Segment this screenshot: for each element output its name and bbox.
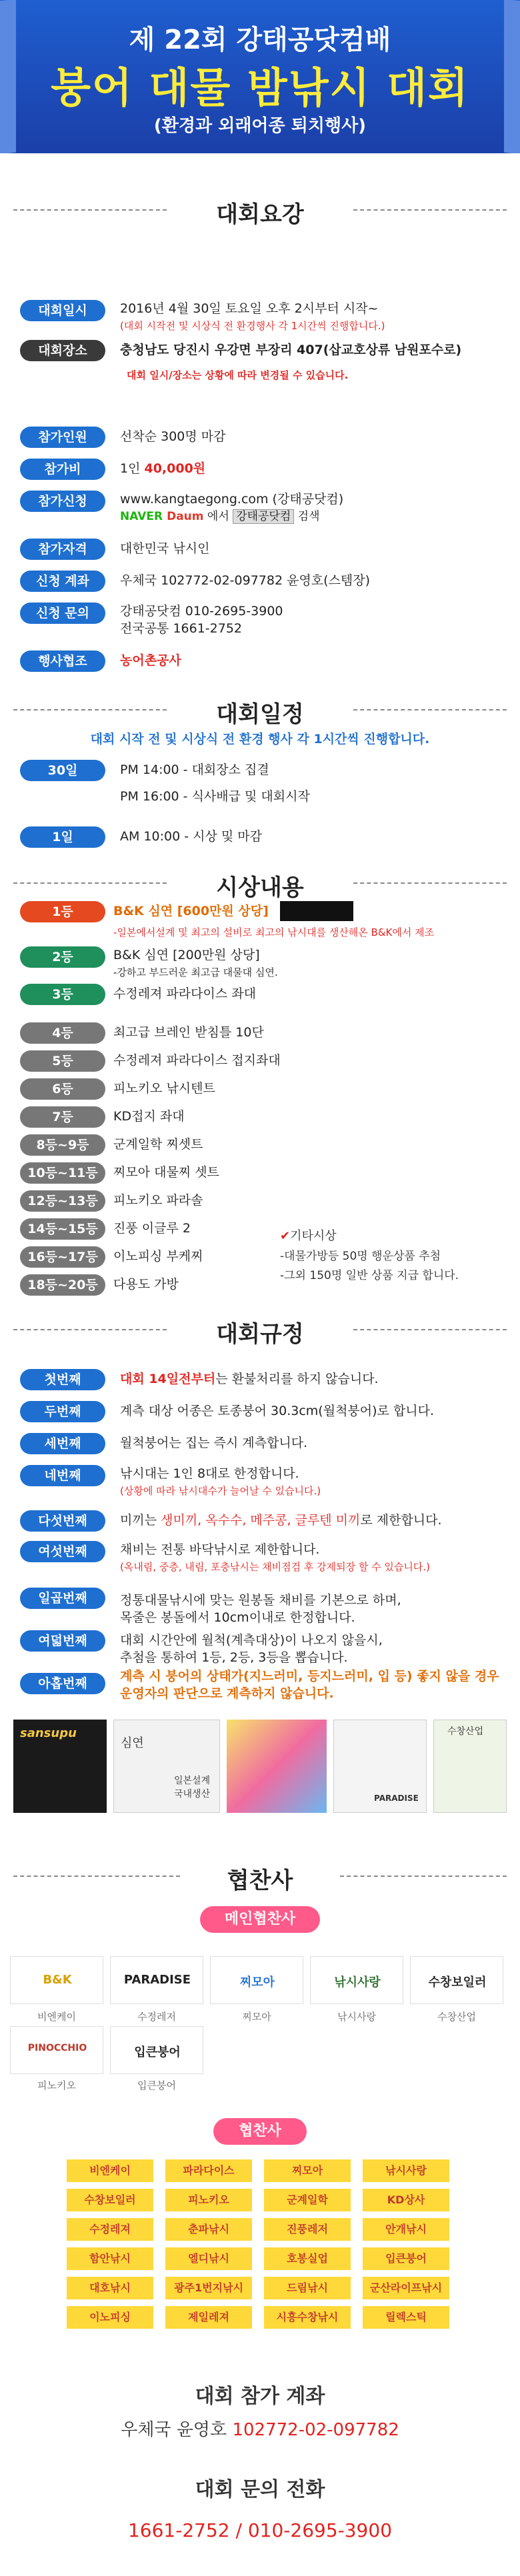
search-mid: 에서 (203, 510, 233, 523)
product-gallery (13, 1720, 507, 1813)
prizes-title: 시상내용 (216, 874, 304, 901)
co-sponsor-cell: 대호낚시 (67, 2277, 153, 2299)
co-sponsor-cell: 엘디낚시 (165, 2247, 252, 2270)
naver-logo: NAVER (120, 510, 163, 523)
prize-16: 이노피싱 부케찌 (113, 1249, 203, 1264)
account-title: 대회 참가 계좌 (195, 2385, 325, 2408)
pill-rule-6: 여섯번째 (20, 1541, 105, 1562)
cap-bk: 비엔케이 (37, 2011, 76, 2023)
rule-9-text: 계측 시 붕어의 상태가(지느러미, 등지느러미, 입 등) 좋지 않을 경우 (120, 1669, 499, 1684)
cap-ipkeun: 입큰붕어 (137, 2079, 176, 2091)
co-sponsor-cell: 비엔케이 (67, 2159, 153, 2182)
phone-title: 대회 문의 전화 (195, 2478, 325, 2501)
rule-7-text2: 목줄은 봉돌에서 10cm이내로 한정합니다. (120, 1610, 355, 1625)
co-sponsor-cell: 제일레져 (165, 2306, 252, 2329)
rule-8-text2: 추첨을 통하여 1등, 2등, 3등을 뽑습니다. (120, 1650, 348, 1665)
pill-rule-9: 아홉번째 (20, 1673, 105, 1694)
co-sponsor-cell: 수정레져 (67, 2218, 153, 2241)
cap-naksisarang: 낚시사랑 (337, 2011, 376, 2023)
pill-rank-5: 5등 (20, 1050, 105, 1072)
people-value: 선착순 300명 마감 (120, 429, 226, 444)
pill-rank-7: 7등 (20, 1106, 105, 1128)
phone-number: 1661-2752 / 010-2695-3900 (127, 2519, 393, 2541)
prize-1: B&K 심연 [600만원 상당] (113, 904, 269, 918)
co-sponsors-grid (67, 2159, 453, 2339)
coop-value: 농어촌공사 (120, 653, 181, 668)
pill-rule-8: 여덟번째 (20, 1630, 105, 1652)
pill-fee: 참가비 (20, 459, 105, 480)
day1-line1: PM 14:00 - 대회장소 집결 (120, 762, 269, 777)
pill-rule-5: 다섯번째 (20, 1510, 105, 1532)
paradise-label: PARADISE (374, 1794, 419, 1803)
logo-ipkeun (110, 2026, 203, 2074)
co-sponsor-cell: 릴렉스틱 (363, 2306, 449, 2329)
co-sponsor-cell: 입큰붕어 (363, 2247, 449, 2270)
chair-image (433, 1720, 507, 1813)
rule-1-text: 는 환불처리를 하지 않습니다. (215, 1372, 379, 1386)
co-sponsor-cell: 시흥수창낚시 (264, 2306, 351, 2329)
rule-4-note: (상황에 따라 낚시대수가 늘어날 수 있습니다.) (120, 1485, 321, 1497)
pill-apply: 참가신청 (20, 491, 105, 512)
simyeon-note1: 일본설계 (174, 1776, 211, 1786)
co-sponsor-cell: 군계일학 (264, 2189, 351, 2211)
outline-heading (0, 193, 520, 227)
prize-3: 수정레져 파라다이스 좌대 (113, 986, 256, 1001)
prize-10: 찌모아 대물찌 셋트 (113, 1165, 219, 1180)
pill-rule-3: 세번째 (20, 1433, 105, 1454)
prize-4: 최고급 브레인 받침틀 10단 (113, 1025, 264, 1040)
pill-place: 대회장소 (20, 340, 105, 361)
prize-2-note: -강하고 부드러운 최고급 대물대 심연. (113, 966, 278, 978)
pill-rule-7: 일곱번째 (20, 1588, 105, 1609)
rule-8-text: 대회 시간안에 월척(계측대상)이 나오지 않을시, (120, 1633, 383, 1648)
rule-5-text: 로 제한합니다. (360, 1513, 442, 1528)
logo-paradise (110, 1956, 203, 2004)
co-sponsor-cell: 피노키오 (165, 2189, 252, 2211)
rule-4-text: 낚시대는 1인 8대로 한정합니다. (120, 1466, 299, 1481)
prize-6: 피노키오 낚시텐트 (113, 1081, 215, 1096)
rule-5-red: 생미끼, 옥수수, 메주콩, 글루텐 미끼 (161, 1513, 361, 1528)
cap-jjimoa: 찌모아 (242, 2011, 271, 2023)
logo-bk (10, 1956, 103, 2004)
co-sponsor-cell: 드림낚시 (264, 2277, 351, 2299)
date-value: 2016년 4월 30일 토요일 오후 2시부터 시작~ (120, 301, 379, 316)
pill-day1: 30일 (20, 760, 105, 781)
prize-7: KD접지 좌대 (113, 1109, 185, 1124)
cap-pinocchio: 피노키오 (37, 2079, 76, 2091)
pill-rank-1: 1등 (20, 901, 105, 922)
co-sponsor-cell: 진풍레저 (264, 2218, 351, 2241)
place-value: 충청남도 당진시 우강면 부장리 407(삽교호상류 남원포수로) (120, 343, 462, 357)
prizes-heading (0, 866, 520, 900)
pill-rule-1: 첫번째 (20, 1369, 105, 1390)
search-end: 검색 (294, 510, 320, 523)
simyeon-note2: 국내생산 (174, 1789, 211, 1800)
simyeon-image (113, 1720, 220, 1813)
schedule-heading (0, 693, 520, 726)
extra-line1: -대물가방등 50명 행운상품 추첨 (280, 1250, 441, 1263)
day2-line1: AM 10:00 - 시상 및 마감 (120, 829, 262, 844)
pill-date: 대회일시 (20, 300, 105, 321)
rule-3-text: 월척붕어는 집는 즉시 계측합니다. (120, 1436, 308, 1450)
inquiry-value2: 전국공통 1661-2752 (120, 621, 243, 636)
logo-pinocchio (10, 2026, 103, 2074)
pill-rule-2: 두번째 (20, 1401, 105, 1422)
extra-prizes (280, 1226, 507, 1282)
pill-rank-8: 8등~9등 (20, 1134, 105, 1156)
prize-5: 수정레져 파라다이스 접지좌대 (113, 1053, 281, 1068)
date-note: (대회 시작전 및 시상식 전 환경행사 각 1시간씩 진행합니다.) (120, 320, 385, 332)
logo-naksisarang-text: 낚시사랑 (334, 1975, 381, 1989)
banner-line2: 붕어 대물 밤낚시 대회 (51, 63, 469, 112)
co-sponsor-cell: 안개낚시 (363, 2218, 449, 2241)
co-sponsor-cell: 호봉실업 (264, 2247, 351, 2270)
rule-7-text: 정통대물낚시에 맞는 원봉돌 채비를 기본으로 하며, (120, 1593, 401, 1608)
logo-pinocchio-text: PINOCCHIO (27, 2043, 87, 2053)
logo-naksisarang (310, 1956, 403, 2004)
pill-people: 참가인원 (20, 427, 105, 448)
account-prefix: 우체국 윤영호 (121, 2420, 233, 2440)
pill-rank-6: 6등 (20, 1078, 105, 1100)
event-banner (0, 0, 520, 153)
schedule-subtitle: 대회 시작 전 및 시상식 전 환경 행사 각 1시간씩 진행합니다. (90, 732, 430, 746)
co-sponsor-cell: 광주1번지낚시 (165, 2277, 252, 2299)
pill-coop: 행사협조 (20, 650, 105, 672)
sansupu-label: sansupu (20, 1726, 77, 1740)
co-sponsor-cell: 춘파낚시 (165, 2218, 252, 2241)
rules-title: 대회규정 (216, 1321, 304, 1348)
daum-logo: Daum (167, 510, 204, 523)
rule-2-text: 계측 대상 어종은 토종붕어 30.3cm(월척붕어)로 합니다. (120, 1404, 435, 1418)
logo-suchang (410, 1956, 503, 2004)
pill-rule-4: 네번째 (20, 1465, 105, 1486)
pill-rank-16: 16등~17등 (20, 1246, 105, 1268)
logo-jjimoa-text: 찌모아 (239, 1975, 275, 1989)
cap-paradise: 수정레저 (137, 2011, 176, 2023)
pill-rank-4: 4등 (20, 1022, 105, 1044)
logo-ipkeun-text: 입큰붕어 (134, 2045, 181, 2059)
simyeon-label: 심연 (121, 1736, 144, 1750)
floats-image (227, 1720, 327, 1813)
account-value: 우체국 102772-02-097782 윤영호(스템장) (120, 573, 371, 588)
search-term: 강태공닷컴 (233, 509, 294, 524)
prize-12: 피노키오 파라솔 (113, 1193, 203, 1208)
co-sponsor-cell: 군산라이프낚시 (363, 2277, 449, 2299)
logo-paradise-text: PARADISE (123, 1973, 191, 1987)
rules-heading (0, 1313, 520, 1346)
pill-rank-12: 12등~13등 (20, 1190, 105, 1212)
pill-inquiry: 신청 문의 (20, 603, 105, 624)
prize-2: B&K 심연 [200만원 상당] (113, 948, 260, 962)
extra-line2: -그외 150명 일반 상품 지급 합니다. (280, 1269, 459, 1282)
sansupu-image (13, 1720, 107, 1813)
logo-bk-text: B&K (43, 1973, 72, 1987)
fee-amount: 40,000원 (144, 461, 206, 476)
pill-rank-2: 2등 (20, 946, 105, 968)
account-number: 102772-02-097782 (232, 2420, 399, 2440)
prize-18: 다용도 가방 (113, 1277, 179, 1292)
day1-line2: PM 16:00 - 식사배급 및 대회시작 (120, 789, 310, 804)
outline-title: 대회요강 (216, 201, 304, 228)
chair-label: 수창산업 (447, 1726, 484, 1737)
co-sponsor-cell: 이노피싱 (67, 2306, 153, 2329)
rule-6-text: 채비는 전통 바닥낚시로 제한합니다. (120, 1542, 320, 1557)
main-sponsors-badge: 메인협찬사 (200, 1906, 320, 1933)
banner-line3: (환경과 외래어종 퇴치행사) (153, 116, 367, 136)
sponsors-title: 협찬사 (227, 1868, 293, 1894)
co-sponsor-cell: 찌모아 (264, 2159, 351, 2182)
pill-qual: 참가자격 (20, 539, 105, 560)
pill-rank-18: 18등~20등 (20, 1274, 105, 1296)
fee-prefix: 1인 (120, 461, 145, 476)
rule-5-pre: 미끼는 (120, 1513, 161, 1528)
co-sponsor-cell: 함안낚시 (67, 2247, 153, 2270)
rule-9-text2: 운영자의 판단으로 계측하지 않습니다. (120, 1686, 334, 1701)
co-sponsors-badge: 협찬사 (213, 2118, 307, 2145)
logo-jjimoa (210, 1956, 303, 2004)
apply-url[interactable]: www.kangtaegong.com (강태공닷컴) (120, 492, 344, 507)
schedule-title: 대회일정 (216, 701, 304, 728)
prize-14: 진풍 이글루 2 (113, 1221, 191, 1236)
prize-1-note: -일본에서설계 및 최고의 설비로 최고의 낚시대를 생산해온 B&K에서 제조 (113, 926, 435, 938)
prize-8: 군계일학 찌셋트 (113, 1137, 203, 1152)
paradise-image (333, 1720, 427, 1813)
co-sponsor-cell: KD상사 (363, 2189, 449, 2211)
extra-title: 기타시상 (290, 1229, 337, 1243)
co-sponsor-cell: 낚시사랑 (363, 2159, 449, 2182)
pill-rank-3: 3등 (20, 984, 105, 1005)
co-sponsor-cell: 파라다이스 (165, 2159, 252, 2182)
rule-1-red: 대회 14일전부터 (120, 1372, 216, 1386)
co-sponsor-cell: 수창보일러 (67, 2189, 153, 2211)
rod-image (280, 901, 353, 921)
pill-day2: 1일 (20, 826, 105, 848)
rule-6-note: (옥내림, 중층, 내림, 포충낚시는 채비점검 후 강제퇴장 할 수 있습니다.) (120, 1561, 430, 1573)
logo-suchang-text: 수창보일러 (428, 1975, 487, 1989)
pill-account: 신청 계좌 (20, 571, 105, 592)
pill-rank-14: 14등~15등 (20, 1218, 105, 1240)
check-icon: ✔ (280, 1229, 291, 1243)
cap-suchang: 수창산업 (437, 2011, 476, 2023)
inquiry-value: 강태공닷컴 010-2695-3900 (120, 604, 283, 619)
place-note: 대회 일시/장소는 상황에 따라 변경될 수 있습니다. (127, 369, 349, 381)
sponsors-heading (0, 1860, 520, 1893)
pill-rank-10: 10등~11등 (20, 1162, 105, 1184)
banner-line1: 제 22회 강태공닷컴배 (129, 25, 391, 55)
qual-value: 대한민국 낚시인 (120, 541, 210, 556)
